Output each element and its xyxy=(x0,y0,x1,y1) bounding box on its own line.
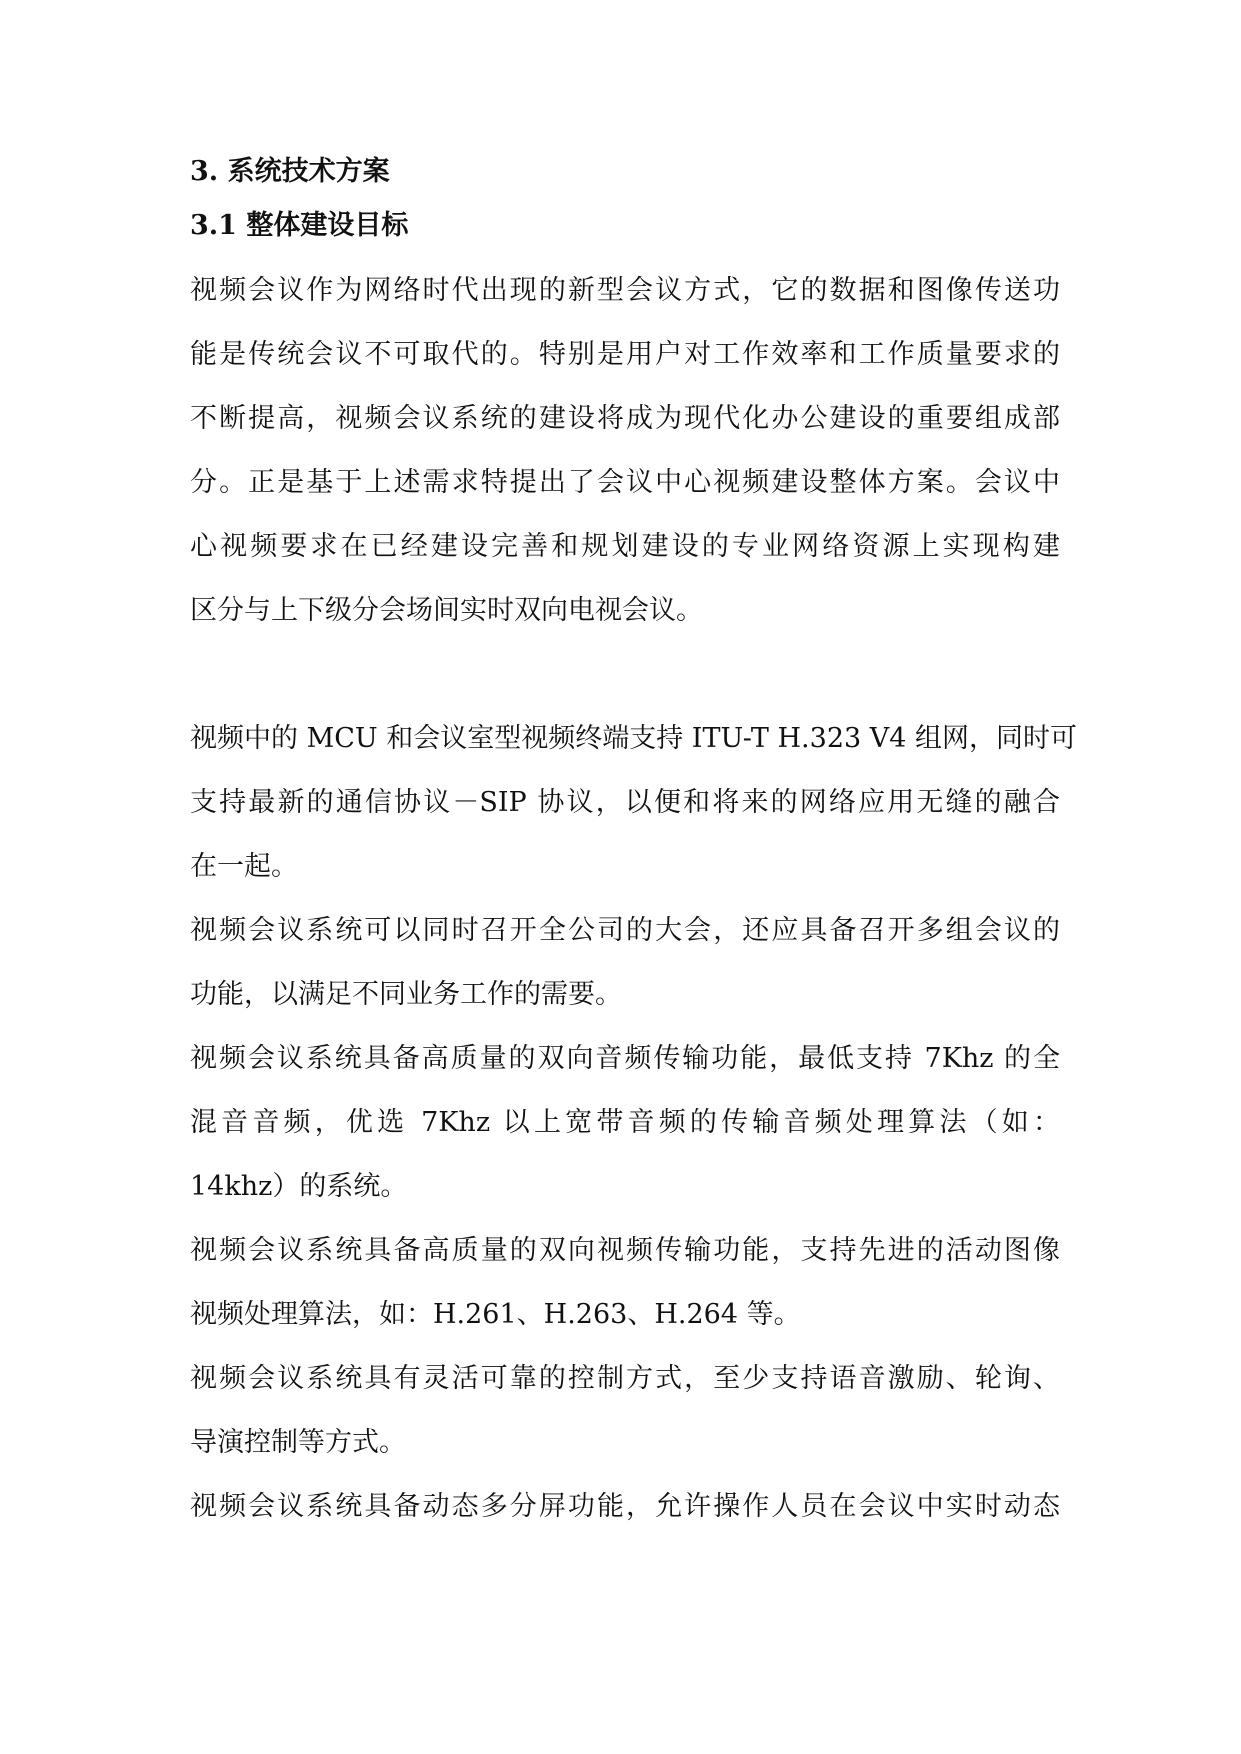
document-body xyxy=(190,145,1078,1539)
text-line: 分。正是基于上述需求特提出了会议中心视频建设整体方案。会议中 xyxy=(190,467,1060,498)
text-line: 视频处理算法，如：H.261、H.263、H.264 等。 xyxy=(190,1299,801,1330)
text-line: 支持最新的通信协议－SIP 协议，以便和将来的网络应用无缝的融合 xyxy=(190,787,1060,818)
paragraph-audio xyxy=(190,1027,1060,1219)
text-line: 区分与上下级分会场间实时双向电视会议。 xyxy=(190,595,703,626)
text-line: 不断提高，视频会议系统的建设将成为现代化办公建设的重要组成部 xyxy=(190,403,1060,434)
text-line: 功能，以满足不同业务工作的需要。 xyxy=(190,979,622,1010)
text-line: 心视频要求在已经建设完善和规划建设的专业网络资源上实现构建 xyxy=(190,531,1060,562)
text-line: 视频会议系统具备高质量的双向音频传输功能，最低支持 7Khz 的全 xyxy=(190,1043,1060,1074)
paragraph-video xyxy=(190,1219,1060,1347)
paragraph-mcu xyxy=(190,707,1078,899)
text-line: 视频会议系统具有灵活可靠的控制方式，至少支持语音激励、轮询、 xyxy=(190,1363,1060,1394)
text-line: 视频会议作为网络时代出现的新型会议方式，它的数据和图像传送功 xyxy=(190,275,1060,306)
paragraph-multiscreen xyxy=(190,1475,1060,1539)
text-line: 导演控制等方式。 xyxy=(190,1427,406,1458)
text-line: 能是传统会议不可取代的。特别是用户对工作效率和工作质量要求的 xyxy=(190,339,1060,370)
text-line: 14khz）的系统。 xyxy=(190,1171,408,1202)
paragraph-control xyxy=(190,1347,1060,1475)
text-line: 视频会议系统具备高质量的双向视频传输功能，支持先进的活动图像 xyxy=(190,1235,1060,1266)
section-heading: 3. 系统技术方案 xyxy=(190,156,390,187)
text-line: 混音音频，优选 7Khz 以上宽带音频的传输音频处理算法（如： xyxy=(190,1107,1060,1138)
text-line: 在一起。 xyxy=(190,851,298,882)
text-line: 视频中的 MCU 和会议室型视频终端支持 ITU-T H.323 V4 组网，同时可 xyxy=(190,723,1078,754)
subsection-heading: 3.1 整体建设目标 xyxy=(190,210,409,241)
paragraph-multi-meeting xyxy=(190,899,1060,1027)
text-line: 视频会议系统具备动态多分屏功能，允许操作人员在会议中实时动态 xyxy=(190,1491,1060,1522)
paragraph-intro xyxy=(190,259,1060,643)
text-line: 视频会议系统可以同时召开全公司的大会，还应具备召开多组会议的 xyxy=(190,915,1060,946)
blank-line xyxy=(190,643,1060,707)
